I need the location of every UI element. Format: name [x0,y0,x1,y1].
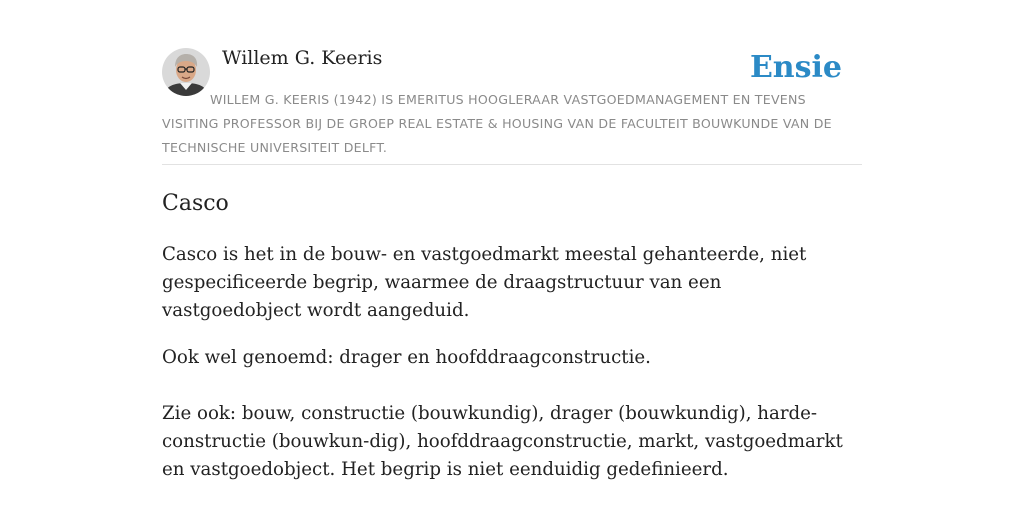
entry-card [162,44,862,484]
entry-paragraph-synonyms: Ook wel genoemd: drager en hoofddraagconstructie. [162,347,651,368]
author-name[interactable]: Willem G. Keeris [222,47,383,69]
entry-paragraph-definition: Casco is het in de bouw- en vastgoedmarkt meestal gehanteerde, niet gespecificeerde begrip, waarmee de draagstructuur van een vastgoedobject wordt aangeduid. [162,244,807,321]
entry-paragraph-see-also: Zie ook: bouw, constructie (bouwkundig), drager (bouwkundig), harde-constructie (bouwkun-dig), hoofddraagconstructie, markt, vastgoedmarkt en vastgoedobject. Het begrip is niet eenduidig gedefinieerd. [162,403,843,480]
author-header [162,44,862,165]
ensie-logo[interactable]: Ensie [749,50,842,85]
author-bio: WILLEM G. KEERIS (1942) IS EMERITUS HOOGLERAAR VASTGOEDMANAGEMENT EN TEVENS VISITING PROFESSOR BIJ DE GROEP REAL ESTATE & HOUSING VAN DE FACULTEIT BOUWKUNDE VAN DE TECHNISCHE UNIVERSITEIT DELFT. [162,92,832,155]
entry-title: Casco [162,191,229,216]
